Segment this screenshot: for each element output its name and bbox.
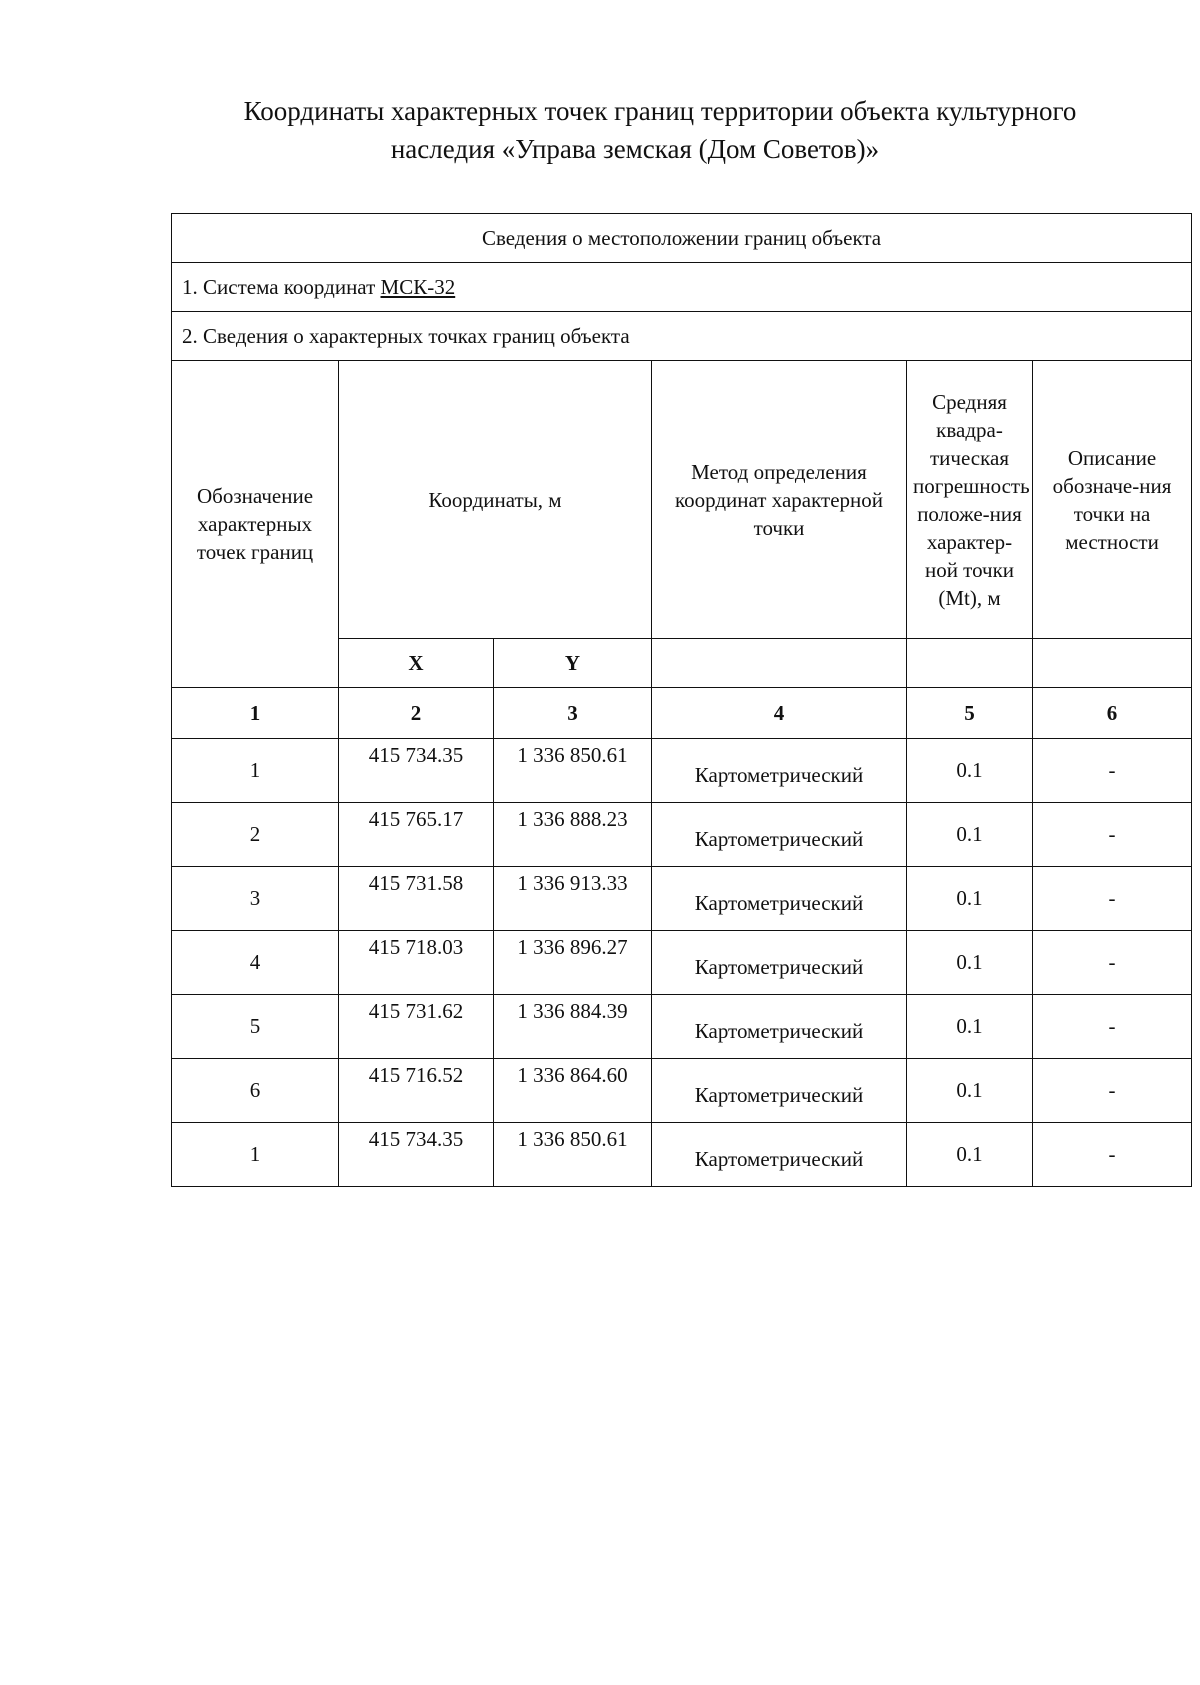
- description-cell: -: [1033, 931, 1192, 995]
- table-row: [172, 803, 1192, 867]
- coord-x: 415 731.58: [339, 867, 494, 931]
- method-cell: Картометрический: [652, 1123, 907, 1187]
- coord-x: 415 765.17: [339, 803, 494, 867]
- description-cell: -: [1033, 739, 1192, 803]
- header-description: Описание обозначе-ния точки на местности: [1033, 361, 1192, 639]
- table-row: [172, 995, 1192, 1059]
- point-number: 4: [172, 931, 339, 995]
- coordinate-system-label: 1. Система координат: [182, 274, 381, 299]
- method-cell: Картометрический: [652, 803, 907, 867]
- title-line-1: Координаты характерных точек границ территории объекта культурного: [243, 96, 1077, 126]
- column-number: 1: [172, 688, 339, 739]
- accuracy-cell: 0.1: [907, 867, 1033, 931]
- method-cell: Картометрический: [652, 931, 907, 995]
- header-empty-cell: [652, 639, 907, 688]
- table-row: [172, 867, 1192, 931]
- column-number: 3: [494, 688, 652, 739]
- accuracy-cell: 0.1: [907, 995, 1033, 1059]
- table-row: [172, 1059, 1192, 1123]
- table-caption: Сведения о местоположении границ объекта: [172, 214, 1192, 263]
- point-number: 6: [172, 1059, 339, 1123]
- header-empty-cell: [1033, 639, 1192, 688]
- column-number: 5: [907, 688, 1033, 739]
- coord-x: 415 718.03: [339, 931, 494, 995]
- description-cell: -: [1033, 995, 1192, 1059]
- coord-y: 1 336 850.61: [494, 1123, 652, 1187]
- description-cell: -: [1033, 803, 1192, 867]
- table-row: [172, 739, 1192, 803]
- coordinate-system-row: [172, 263, 1192, 312]
- method-cell: Картометрический: [652, 1059, 907, 1123]
- coordinate-system-value: МСК-32: [380, 274, 456, 299]
- point-number: 3: [172, 867, 339, 931]
- coord-y: 1 336 884.39: [494, 995, 652, 1059]
- method-cell: Картометрический: [652, 739, 907, 803]
- document-title: [0, 92, 1200, 168]
- accuracy-cell: 0.1: [907, 1059, 1033, 1123]
- points-info-row: 2. Сведения о характерных точках границ объекта: [172, 312, 1192, 361]
- method-cell: Картометрический: [652, 867, 907, 931]
- coord-x: 415 734.35: [339, 739, 494, 803]
- header-y: Y: [494, 639, 652, 688]
- table-row: [172, 1123, 1192, 1187]
- column-number: 6: [1033, 688, 1192, 739]
- point-number: 1: [172, 739, 339, 803]
- accuracy-cell: 0.1: [907, 739, 1033, 803]
- header-x: X: [339, 639, 494, 688]
- description-cell: -: [1033, 867, 1192, 931]
- description-cell: -: [1033, 1123, 1192, 1187]
- point-number: 1: [172, 1123, 339, 1187]
- header-empty-cell: [907, 639, 1033, 688]
- boundary-points-table: [171, 213, 1192, 1187]
- coord-y: 1 336 913.33: [494, 867, 652, 931]
- coord-x: 415 734.35: [339, 1123, 494, 1187]
- header-coordinates: Координаты, м: [339, 361, 652, 639]
- header-designation: Обозначение характерных точек границ: [172, 361, 339, 688]
- column-number: 2: [339, 688, 494, 739]
- title-line-2: наследия «Управа земская (Дом Советов)»: [390, 134, 880, 164]
- coord-y: 1 336 888.23: [494, 803, 652, 867]
- table-row: [172, 931, 1192, 995]
- accuracy-cell: 0.1: [907, 1123, 1033, 1187]
- description-cell: -: [1033, 1059, 1192, 1123]
- accuracy-cell: 0.1: [907, 803, 1033, 867]
- point-number: 2: [172, 803, 339, 867]
- coord-y: 1 336 896.27: [494, 931, 652, 995]
- accuracy-cell: 0.1: [907, 931, 1033, 995]
- method-cell: Картометрический: [652, 995, 907, 1059]
- header-method: Метод определения координат характерной точки: [652, 361, 907, 639]
- point-number: 5: [172, 995, 339, 1059]
- coord-y: 1 336 864.60: [494, 1059, 652, 1123]
- column-number: 4: [652, 688, 907, 739]
- coord-y: 1 336 850.61: [494, 739, 652, 803]
- header-accuracy: Средняя квадра-тическая погрешность положе-ния характер-ной точки (Mt), м: [907, 361, 1033, 639]
- coord-x: 415 716.52: [339, 1059, 494, 1123]
- coord-x: 415 731.62: [339, 995, 494, 1059]
